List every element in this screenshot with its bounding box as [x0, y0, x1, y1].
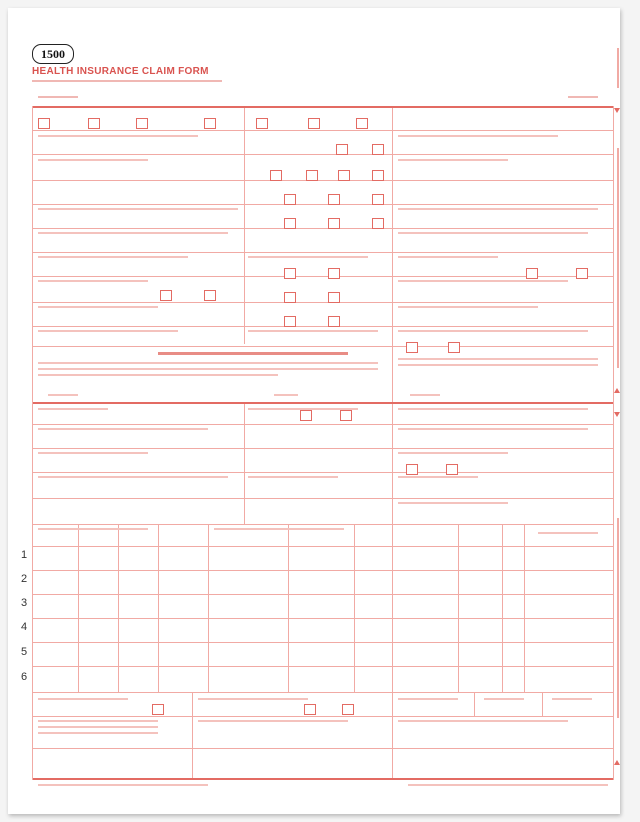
bottom-col [392, 692, 393, 778]
row-line [32, 472, 614, 473]
row-line [32, 252, 614, 253]
field-label [398, 720, 568, 722]
field-label [398, 256, 498, 258]
bottom-col [542, 692, 543, 716]
field-label [38, 208, 238, 210]
service-col [208, 524, 209, 692]
service-row-line [32, 594, 614, 595]
field-label [398, 280, 568, 282]
field-label [198, 698, 308, 700]
row-line [32, 748, 614, 749]
field-label [398, 330, 588, 332]
field-label [398, 208, 598, 210]
signature-heading [158, 352, 348, 355]
service-row-line [32, 666, 614, 667]
signed-label [410, 394, 440, 396]
checkbox[interactable] [284, 268, 296, 279]
checkbox[interactable] [160, 290, 172, 301]
physician-supplier-margin-label [617, 518, 619, 718]
checkbox[interactable] [372, 144, 384, 155]
patient-insured-margin-label [617, 148, 619, 368]
checkbox[interactable] [136, 118, 148, 129]
service-col [524, 524, 525, 692]
field-label [38, 732, 158, 734]
checkbox[interactable] [270, 170, 282, 181]
signed-label [48, 394, 78, 396]
service-row-line [32, 618, 614, 619]
field-label [38, 330, 178, 332]
authorization-text [38, 362, 378, 364]
row-line [32, 228, 614, 229]
field-label [38, 280, 148, 282]
service-col [118, 524, 119, 692]
service-col [458, 524, 459, 692]
claim-form-sheet [8, 8, 620, 814]
checkbox[interactable] [328, 316, 340, 327]
field-label [38, 408, 108, 410]
checkbox[interactable] [328, 218, 340, 229]
field-label [398, 135, 558, 137]
checkbox[interactable] [308, 118, 320, 129]
checkbox[interactable] [372, 218, 384, 229]
checkbox[interactable] [204, 118, 216, 129]
checkbox[interactable] [406, 464, 418, 475]
pica-label [38, 96, 78, 98]
checkbox[interactable] [284, 292, 296, 303]
arrow-up-icon [614, 760, 620, 765]
field-label [38, 698, 128, 700]
checkbox[interactable] [338, 170, 350, 181]
row-line [32, 424, 614, 425]
form-left-edge [32, 106, 33, 780]
field-label [248, 476, 338, 478]
checkbox[interactable] [306, 170, 318, 181]
col-divider-4 [392, 404, 393, 524]
row-line [32, 546, 614, 547]
service-line-number: 4 [21, 621, 28, 633]
form-number-badge: 1500 [32, 44, 74, 64]
checkbox[interactable] [372, 170, 384, 181]
checkbox[interactable] [448, 342, 460, 353]
authorization-text [38, 368, 378, 370]
form-right-edge [613, 106, 614, 780]
row-line [32, 346, 614, 347]
service-col [288, 524, 289, 692]
checkbox[interactable] [304, 704, 316, 715]
field-label [38, 306, 158, 308]
field-label [398, 476, 478, 478]
checkbox[interactable] [328, 194, 340, 205]
field-label [398, 452, 508, 454]
checkbox[interactable] [446, 464, 458, 475]
field-label [38, 256, 188, 258]
service-row-line [32, 570, 614, 571]
row-line [32, 448, 614, 449]
service-row-line [32, 692, 614, 693]
service-col [392, 524, 393, 692]
checkbox[interactable] [300, 410, 312, 421]
field-label [398, 428, 588, 430]
field-label [198, 720, 348, 722]
row-line [32, 154, 614, 155]
row-line [32, 498, 614, 499]
service-line-number: 5 [21, 646, 28, 658]
service-line-number: 2 [21, 573, 28, 585]
checkbox[interactable] [284, 194, 296, 205]
arrow-up-icon [614, 388, 620, 393]
carrier-margin-label [617, 48, 619, 88]
checkbox[interactable] [284, 218, 296, 229]
checkbox[interactable] [336, 144, 348, 155]
checkbox[interactable] [328, 292, 340, 303]
row-line [32, 326, 614, 327]
field-label [38, 135, 198, 137]
bottom-col [474, 692, 475, 716]
field-label [552, 698, 592, 700]
checkbox[interactable] [328, 268, 340, 279]
field-label [398, 502, 508, 504]
checkbox[interactable] [526, 268, 538, 279]
row-line [32, 130, 614, 131]
col-divider-2 [392, 108, 393, 402]
field-label [398, 159, 508, 161]
checkbox[interactable] [256, 118, 268, 129]
service-col [354, 524, 355, 692]
service-row-line [32, 642, 614, 643]
checkbox[interactable] [38, 118, 50, 129]
authorization-text [398, 364, 598, 366]
service-line-number: 1 [21, 549, 28, 561]
bottom-rule [32, 778, 614, 780]
form-title: HEALTH INSURANCE CLAIM FORM [32, 66, 209, 77]
field-label [38, 720, 158, 722]
checkbox[interactable] [204, 290, 216, 301]
row-line [32, 204, 614, 205]
service-col [158, 524, 159, 692]
field-label [398, 232, 588, 234]
authorization-text [398, 358, 598, 360]
pica-label-right [568, 96, 598, 98]
field-label [38, 726, 158, 728]
authorization-text [38, 374, 278, 376]
footer-note [408, 784, 608, 786]
checkbox[interactable] [372, 194, 384, 205]
field-label [398, 408, 588, 410]
header-rule [32, 106, 614, 108]
field-label [38, 232, 228, 234]
field-label [38, 476, 228, 478]
service-col [502, 524, 503, 692]
row-line [32, 180, 614, 181]
bottom-col [192, 692, 193, 778]
checkbox[interactable] [576, 268, 588, 279]
field-label [398, 306, 538, 308]
field-label [214, 528, 344, 530]
field-label [38, 428, 208, 430]
checkbox[interactable] [340, 410, 352, 421]
row-line [32, 716, 614, 717]
checkbox[interactable] [406, 342, 418, 353]
service-line-number: 6 [21, 671, 28, 683]
patient-section-rule [32, 402, 614, 404]
footer-note [38, 784, 208, 786]
checkbox[interactable] [88, 118, 100, 129]
field-label [484, 698, 524, 700]
field-label [248, 408, 358, 410]
col-divider-1 [244, 108, 245, 344]
field-label [538, 532, 598, 534]
field-label [38, 159, 148, 161]
approval-line [32, 80, 222, 82]
checkbox[interactable] [284, 316, 296, 327]
field-label [38, 452, 148, 454]
service-col [78, 524, 79, 692]
field-label [38, 528, 148, 530]
checkbox[interactable] [356, 118, 368, 129]
arrow-down-icon [614, 108, 620, 113]
checkbox[interactable] [152, 704, 164, 715]
field-label [398, 698, 458, 700]
service-line-number: 3 [21, 597, 28, 609]
row-line [32, 302, 614, 303]
arrow-down-icon [614, 412, 620, 417]
field-label [248, 330, 378, 332]
row-line [32, 524, 614, 525]
field-label [248, 256, 368, 258]
date-label [274, 394, 298, 396]
col-divider-3 [244, 404, 245, 524]
checkbox[interactable] [342, 704, 354, 715]
